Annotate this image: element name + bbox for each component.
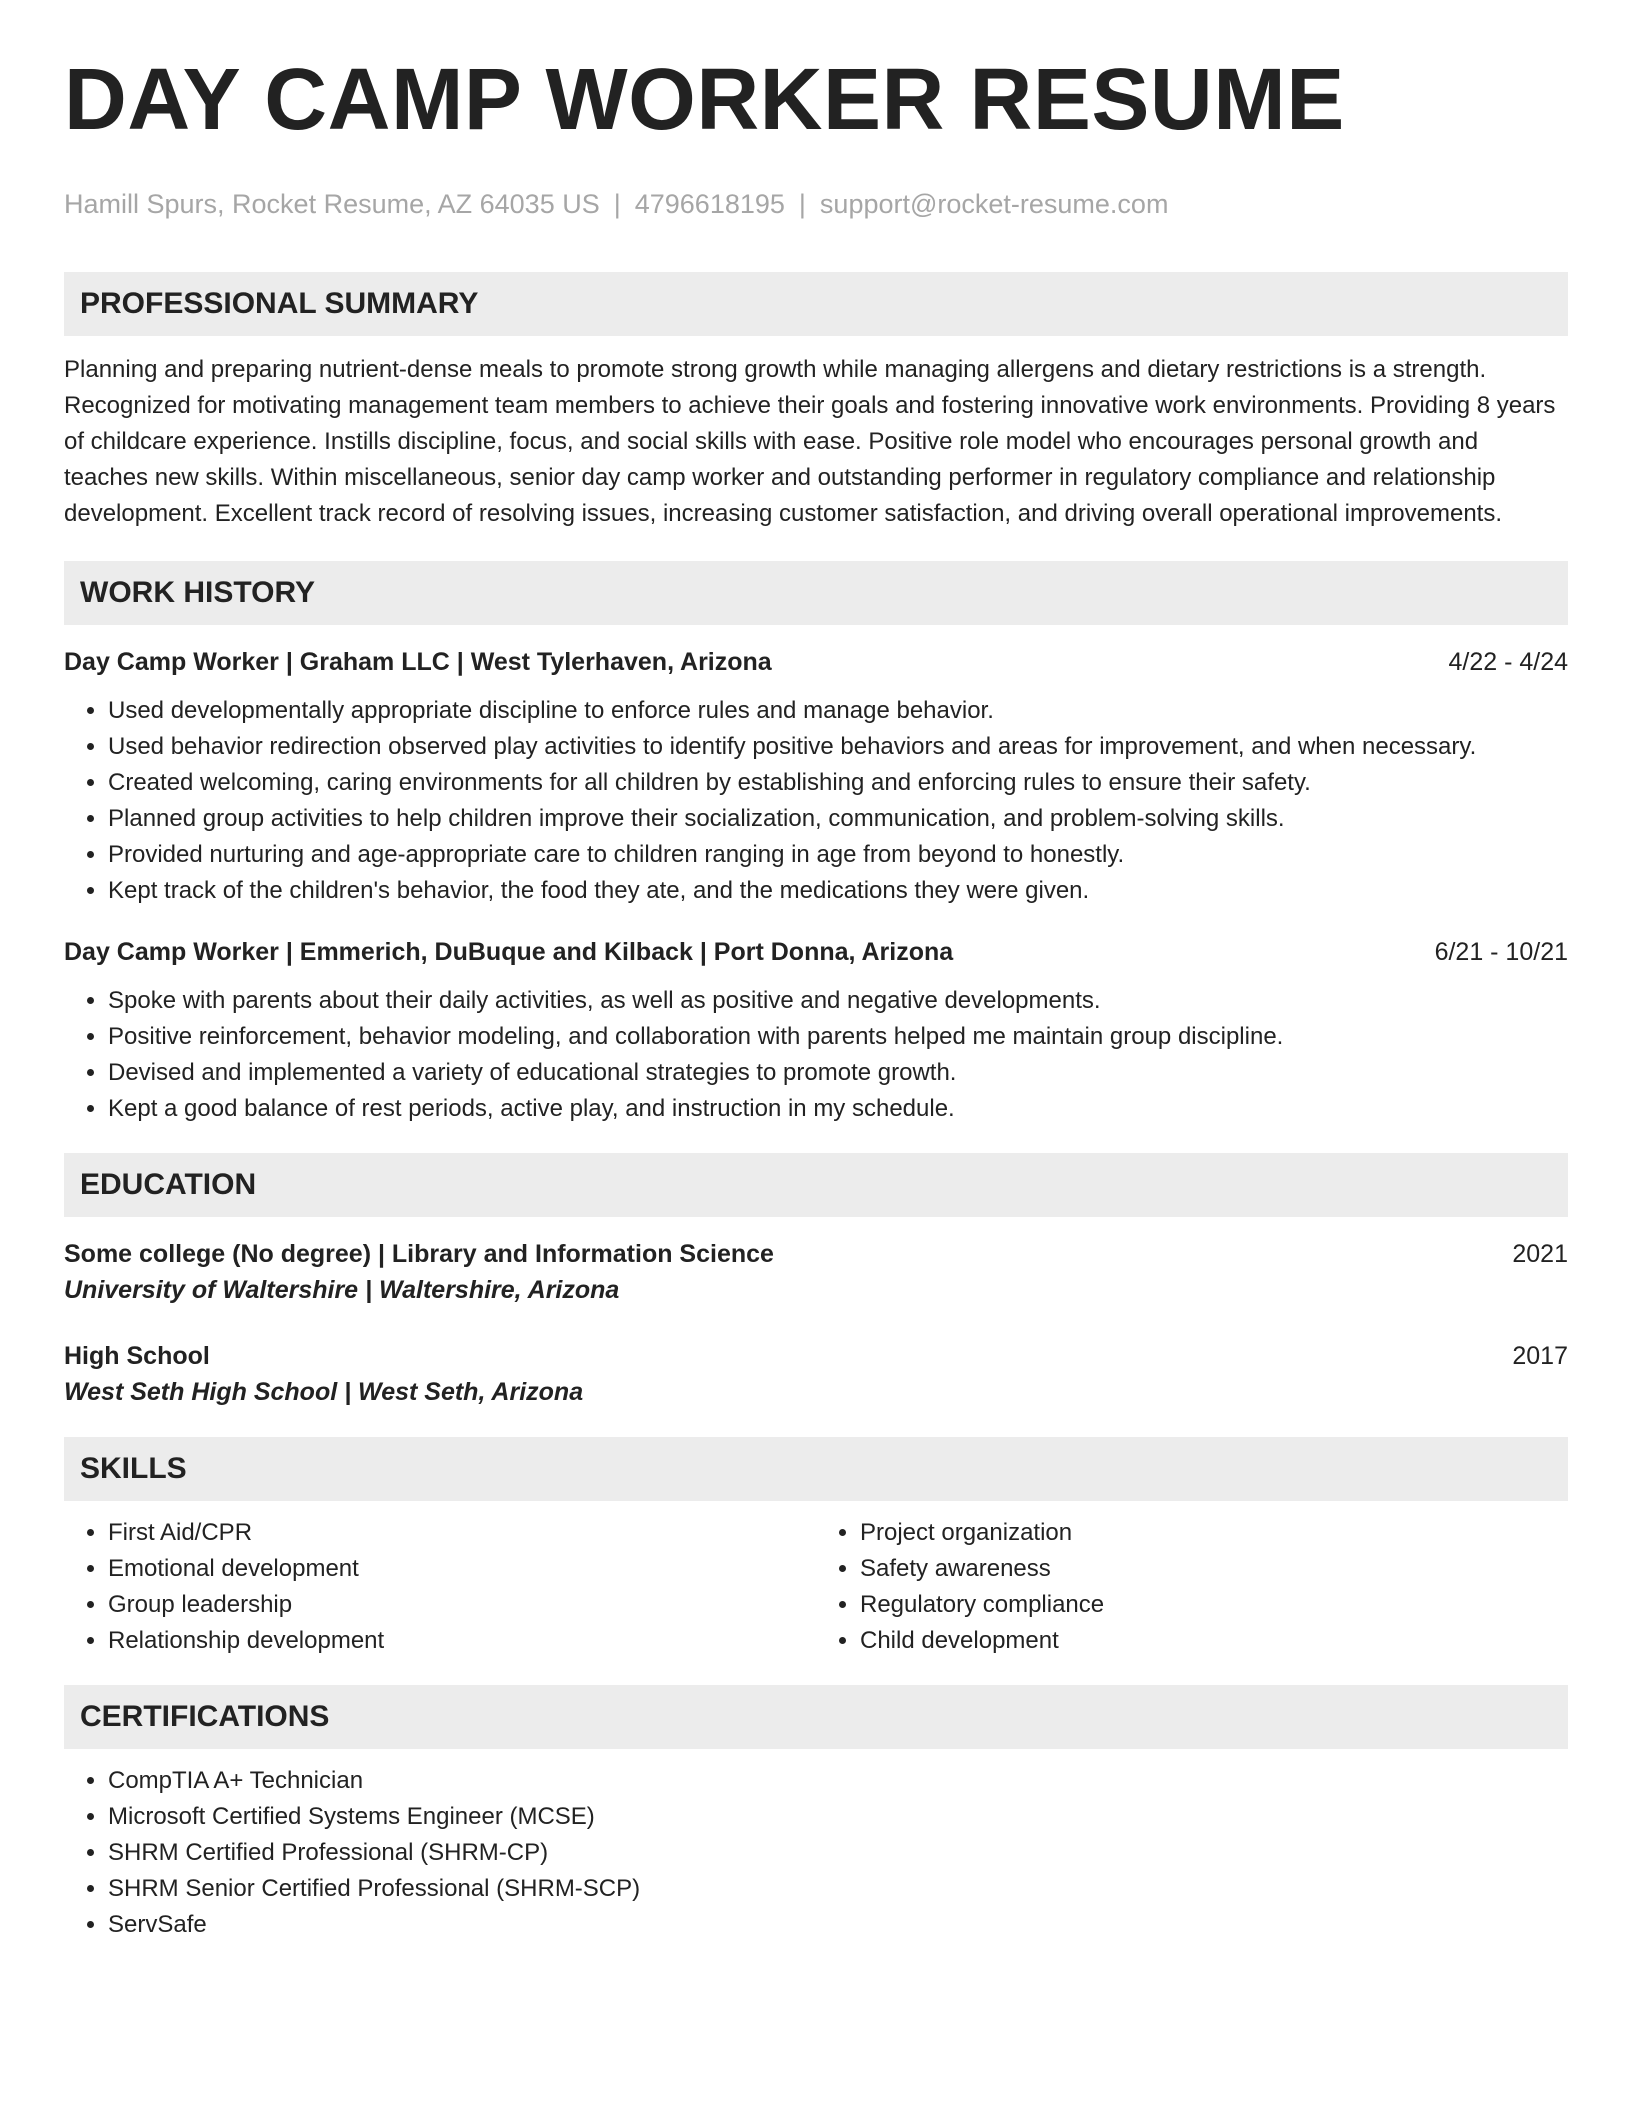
job-bullet: • Used behavior redirection observed play activities to identify positive behaviors and areas for improvement, and when necessary. [108, 729, 1568, 765]
education-degree: High School [64, 1342, 210, 1370]
skills-grid [64, 1515, 1568, 1659]
certification-item: • SHRM Senior Certified Professional (SHRM-SCP) [108, 1871, 1568, 1907]
skill-item: • Emotional development [108, 1551, 816, 1587]
skills-column-right [816, 1515, 1568, 1659]
section-header-education: EDUCATION [64, 1153, 1568, 1217]
job-title: Day Camp Worker | Graham LLC | West Tylerhaven, Arizona [64, 648, 772, 676]
contact-separator: | [798, 189, 806, 219]
education-degree: Some college (No degree) | Library and Information Science [64, 1240, 774, 1268]
contact-address: Hamill Spurs, Rocket Resume, AZ 64035 US [64, 189, 600, 219]
education-school: West Seth High School | West Seth, Arizona [64, 1378, 584, 1406]
education-entry [64, 1237, 1568, 1309]
job-bullet: • Created welcoming, caring environments for all children by establishing and enforcing rules to ensure their safety. [108, 765, 1568, 801]
education-header [64, 1339, 1568, 1373]
skill-item: • Relationship development [108, 1623, 816, 1659]
certification-item: • Microsoft Certified Systems Engineer (MCSE) [108, 1799, 1568, 1835]
skill-item: • Regulatory compliance [860, 1587, 1568, 1623]
skill-item: • Child development [860, 1623, 1568, 1659]
certification-item: • CompTIA A+ Technician [108, 1763, 1568, 1799]
contact-line [64, 184, 1568, 224]
job-title: Day Camp Worker | Emmerich, DuBuque and Kilback | Port Donna, Arizona [64, 938, 954, 966]
section-header-skills: SKILLS [64, 1437, 1568, 1501]
job-bullets [64, 983, 1568, 1127]
skill-item: • Group leadership [108, 1587, 816, 1623]
job-bullet: • Kept track of the children's behavior, the food they ate, and the medications they were given. [108, 873, 1568, 909]
skill-item: • First Aid/CPR [108, 1515, 816, 1551]
job-bullet: • Planned group activities to help children improve their socialization, communication, and problem-solving skills. [108, 801, 1568, 837]
resume-title: DAY CAMP WORKER RESUME [64, 51, 1345, 148]
job-dates: 4/22 - 4/24 [1448, 648, 1568, 676]
job-bullet: • Positive reinforcement, behavior modeling, and collaboration with parents helped me maintain group discipline. [108, 1019, 1568, 1055]
contact-separator: | [613, 189, 621, 219]
certifications-list [64, 1763, 1568, 1943]
skill-item: • Safety awareness [860, 1551, 1568, 1587]
job-bullet: • Used developmentally appropriate discipline to enforce rules and manage behavior. [108, 693, 1568, 729]
section-header-certifications: CERTIFICATIONS [64, 1685, 1568, 1749]
certification-item: • SHRM Certified Professional (SHRM-CP) [108, 1835, 1568, 1871]
education-header [64, 1237, 1568, 1271]
education-school: University of Waltershire | Waltershire, Arizona [64, 1276, 620, 1304]
education-year: 2021 [1512, 1240, 1568, 1268]
job-bullet: • Kept a good balance of rest periods, active play, and instruction in my schedule. [108, 1091, 1568, 1127]
section-header-summary: PROFESSIONAL SUMMARY [64, 272, 1568, 336]
contact-phone: 4796618195 [634, 189, 785, 219]
job-entry [64, 935, 1568, 1127]
job-bullet: • Spoke with parents about their daily activities, as well as positive and negative developments. [108, 983, 1568, 1019]
contact-email: support@rocket-resume.com [819, 189, 1169, 219]
job-bullet: • Devised and implemented a variety of educational strategies to promote growth. [108, 1055, 1568, 1091]
job-dates: 6/21 - 10/21 [1434, 938, 1568, 966]
section-header-work-history: WORK HISTORY [64, 561, 1568, 625]
education-entry [64, 1339, 1568, 1411]
job-bullet: • Provided nurturing and age-appropriate care to children ranging in age from beyond to honestly. [108, 837, 1568, 873]
job-header [64, 935, 1568, 969]
skill-item: • Project organization [860, 1515, 1568, 1551]
job-header [64, 645, 1568, 679]
summary-text: Planning and preparing nutrient-dense meals to promote strong growth while managing allergens and dietary restrictions is a strength. Recognized for motivating management team members to achieve their goals and fostering innovative work environments. Providing 8 years of childcare experience. Instills discipline, focus, and social skills with ease. Positive role model who encourages personal growth and teaches new skills. Within miscellaneous, senior day camp worker and outstanding performer in regulatory compliance and relationship development. Excellent track record of resolving issues, increasing customer satisfaction, and driving overall operational improvements. [64, 356, 1556, 527]
certification-item: • ServSafe [108, 1907, 1568, 1943]
skills-column-left [64, 1515, 816, 1659]
job-entry [64, 645, 1568, 909]
education-year: 2017 [1512, 1342, 1568, 1370]
job-bullets [64, 693, 1568, 909]
